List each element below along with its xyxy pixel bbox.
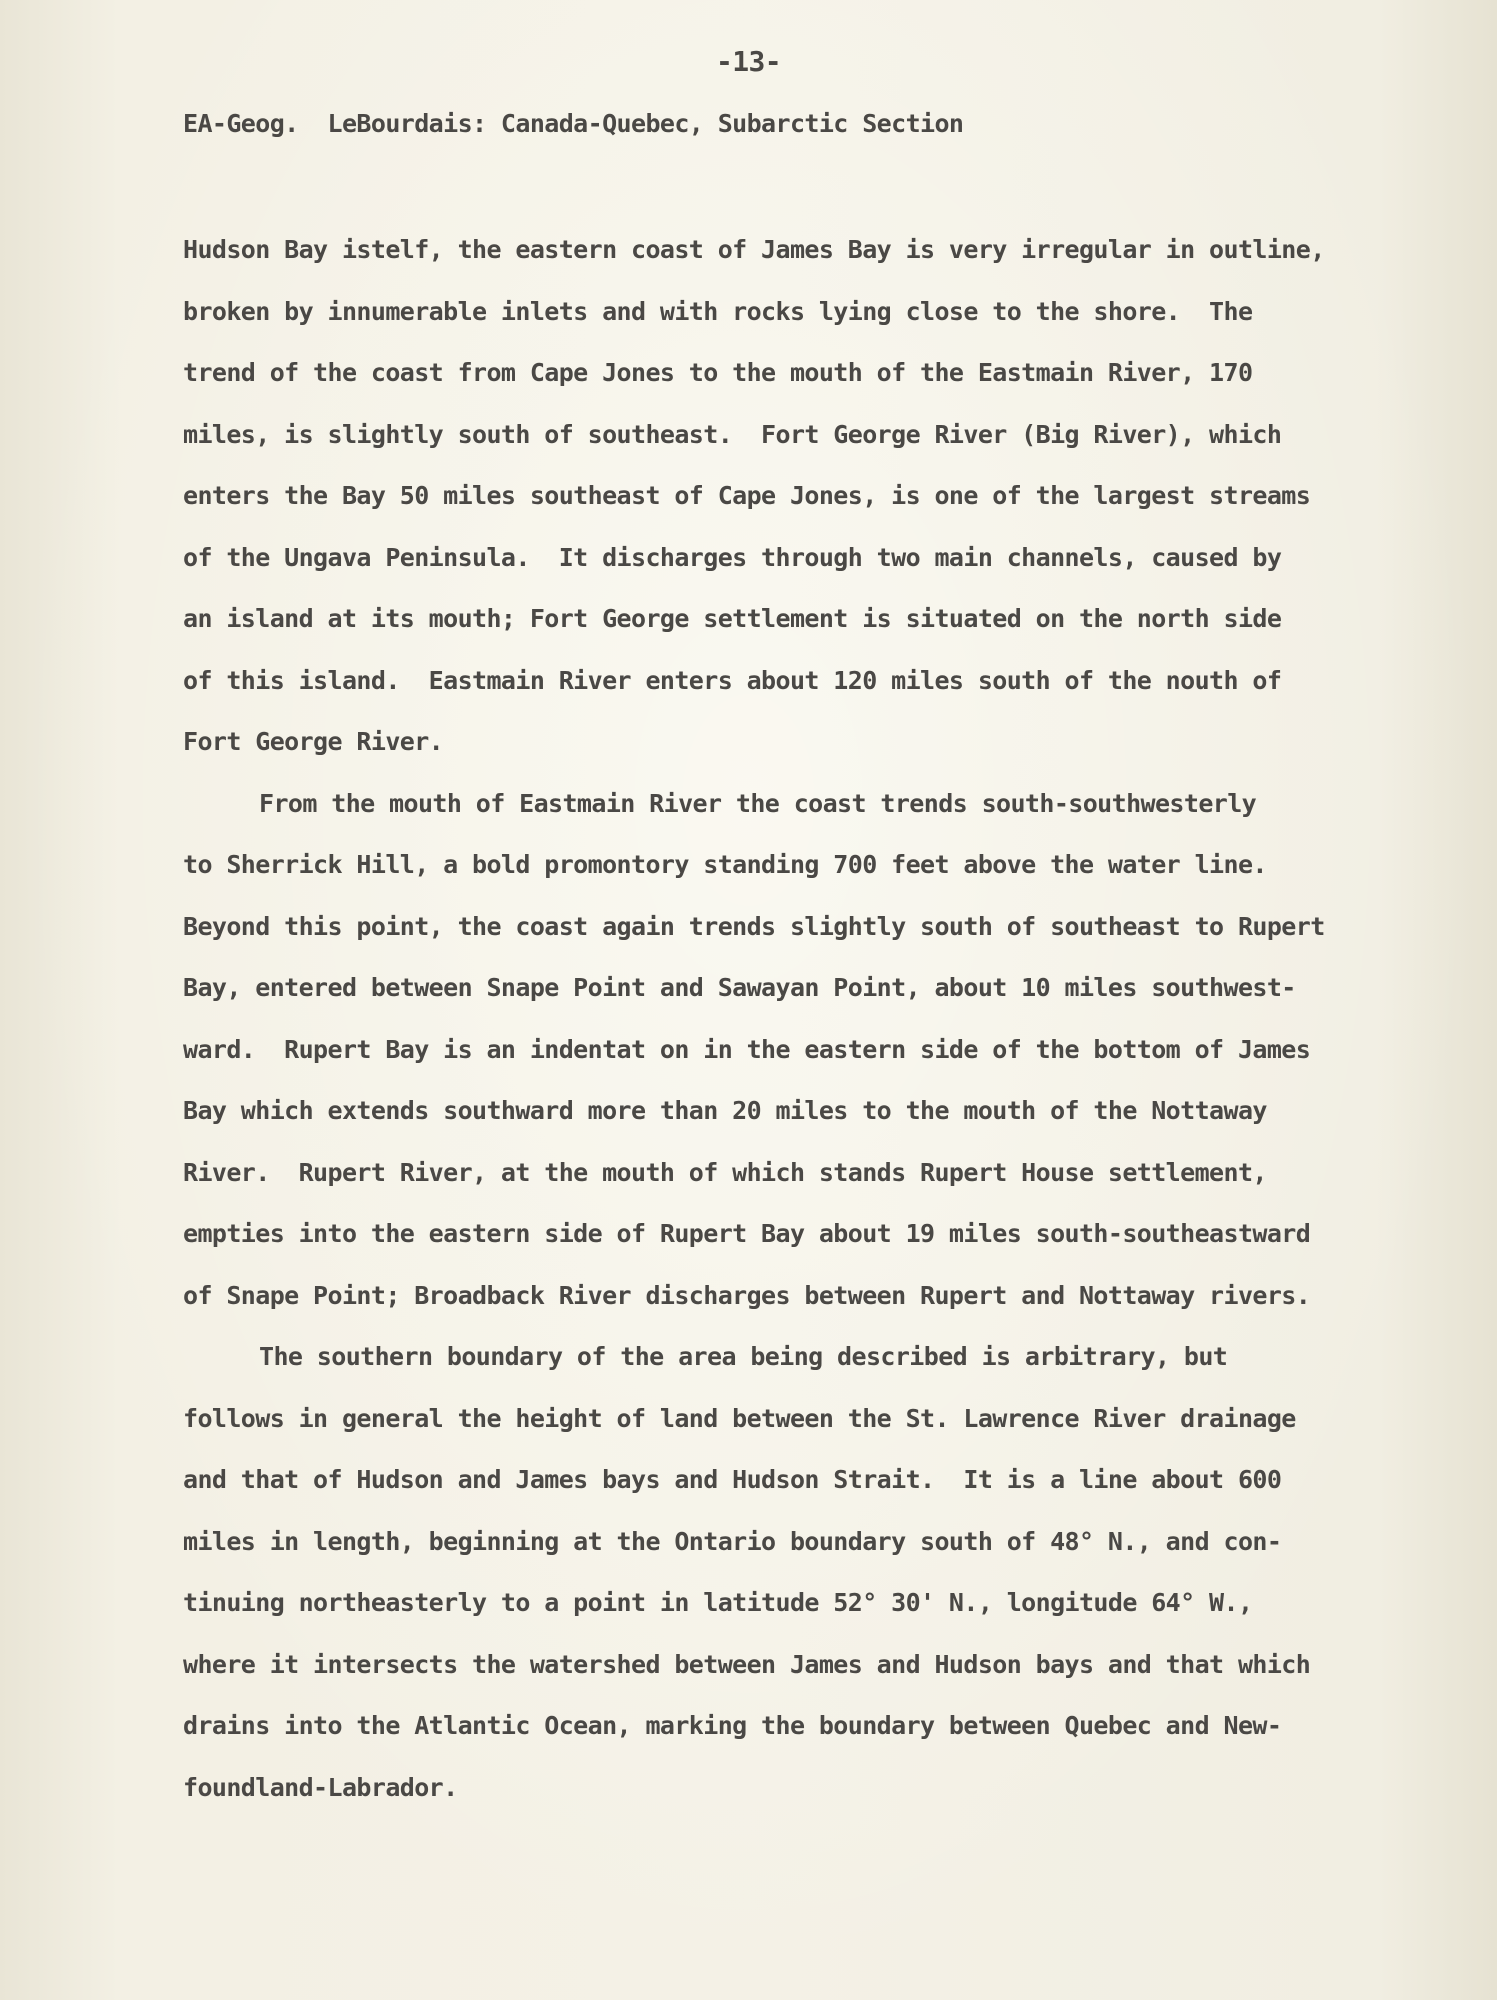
body-text: [183, 230, 1398, 1829]
text-line: and that of Hudson and James bays and Hudson Strait. It is a line about 600: [183, 1465, 1282, 1494]
text-line: of the Ungava Peninsula. It discharges through two main channels, caused by: [183, 542, 1282, 572]
paragraph: [183, 1337, 1398, 1829]
text-line: foundland-Labrador.: [183, 1772, 458, 1802]
text-line: of this island. Eastmain River enters about 120 miles south of the nouth of: [183, 665, 1282, 695]
text-line: Fort George River.: [183, 727, 444, 756]
text-line: From the mouth of Eastmain River the coast trends south-southwesterly: [259, 788, 1257, 818]
page-number: -13-: [715, 45, 782, 78]
text-line: Beyond this point, the coast again trends slightly south of southeast to Rupert: [183, 911, 1325, 941]
text-line: empties into the eastern side of Rupert Bay about 19 miles south-southeastward: [183, 1219, 1311, 1248]
text-line: tinuing northeasterly to a point in latitude 52° 30' N., longitude 64° W.,: [183, 1588, 1253, 1617]
text-line: of Snape Point; Broadback River discharges between Rupert and Nottaway rivers.: [183, 1280, 1311, 1310]
text-line: drains into the Atlantic Ocean, marking the boundary between Quebec and New-: [183, 1711, 1282, 1740]
text-line: Bay, entered between Snape Point and Sawayan Point, about 10 miles southwest-: [183, 973, 1296, 1002]
text-line: broken by innumerable inlets and with rocks lying close to the shore. The: [183, 296, 1253, 326]
text-line: enters the Bay 50 miles southeast of Cape Jones, is one of the largest streams: [183, 481, 1311, 510]
text-line: an island at its mouth; Fort George settlement is situated on the north side: [183, 604, 1282, 633]
text-line: to Sherrick Hill, a bold promontory standing 700 feet above the water line.: [183, 850, 1267, 879]
paragraph: [183, 784, 1398, 1338]
text-line: River. Rupert River, at the mouth of which stands Rupert House settlement,: [183, 1157, 1267, 1187]
text-line: where it intersects the watershed between James and Hudson bays and that which: [183, 1649, 1311, 1679]
text-line: miles, is slightly south of southeast. Fort George River (Big River), which: [183, 419, 1282, 449]
text-line: Bay which extends southward more than 20 miles to the mouth of the Nottaway: [183, 1096, 1267, 1125]
text-line: Hudson Bay istelf, the eastern coast of James Bay is very irregular in outline,: [183, 235, 1325, 264]
running-header: EA-Geog. LeBourdais: Canada-Quebec, Subarctic Section: [183, 109, 964, 138]
text-line: ward. Rupert Bay is an indentat on in the eastern side of the bottom of James: [183, 1034, 1311, 1064]
text-line: The southern boundary of the area being described is arbitrary, but: [259, 1342, 1228, 1371]
text-line: follows in general the height of land between the St. Lawrence River drainage: [183, 1403, 1296, 1433]
text-line: trend of the coast from Cape Jones to the mouth of the Eastmain River, 170: [183, 358, 1253, 387]
paragraph: [183, 230, 1398, 784]
text-line: miles in length, beginning at the Ontario boundary south of 48° N., and con-: [183, 1526, 1282, 1556]
